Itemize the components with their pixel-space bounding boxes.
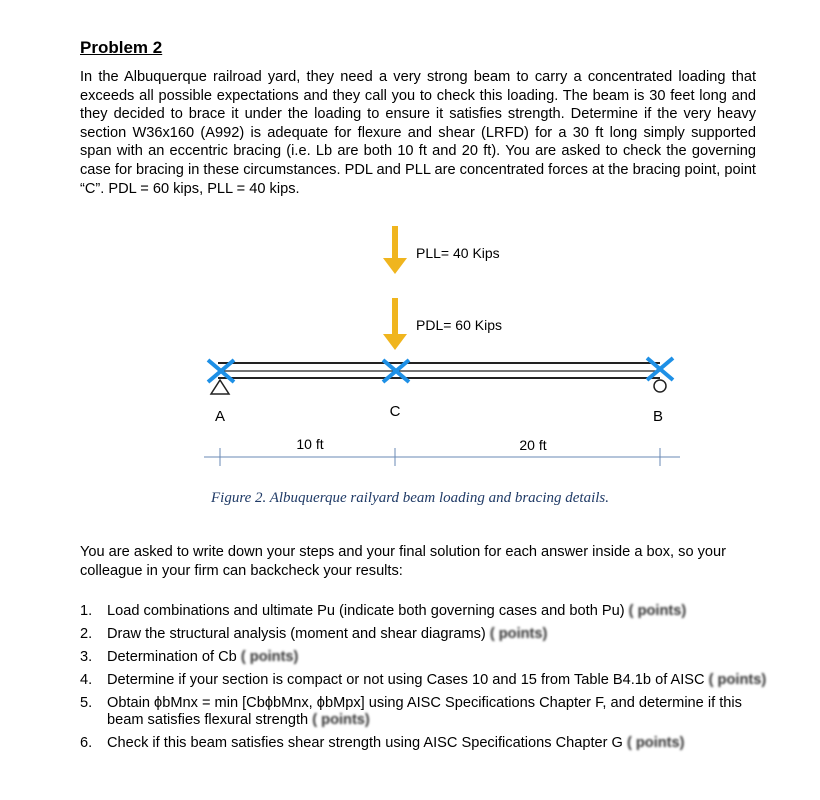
dimension-line xyxy=(204,448,680,466)
live-load-label: PLL= 40 Kips xyxy=(416,245,500,261)
task-points: ( points) xyxy=(240,649,299,665)
point-b-label: B xyxy=(652,408,664,425)
roller-support-icon xyxy=(654,380,666,392)
task-text: Check if this beam satisfies shear strength using AISC Specifications Chapter G xyxy=(107,735,623,751)
task-number: 2. xyxy=(80,626,93,642)
task-points: ( points) xyxy=(708,672,767,688)
intro-paragraph: In the Albuquerque railroad yard, they need a very strong beam to carry a concentrated loading that exceeds all possible expectations and they call you to check this loading. The beam is 30 feet long and they decided to brace it under the loading to ensure it satisfies strength. Determine if the very heavy section W36x160 (A992) is adequate for flexure and shear (LRFD) for a 30 ft long simply supported span with an eccentric bracing (i.e. Lb are both 10 ft and 20 ft). You are asked to check the governing case for bracing in these circumstances. PDL and PLL are concentrated forces at the bracing point, point “C”. PDL = 60 kips, PLL = 40 kips. xyxy=(80,69,756,197)
dead-load-label: PDL= 60 Kips xyxy=(416,317,502,333)
task-points: ( points) xyxy=(628,603,687,619)
point-a-label: A xyxy=(214,408,226,425)
task-text: Determine if your section is compact or not using Cases 10 and 15 from Table B4.1b of AISC xyxy=(107,672,705,688)
list-item xyxy=(80,672,770,689)
list-item xyxy=(80,626,770,643)
live-load-arrow xyxy=(383,226,407,274)
list-item xyxy=(80,695,770,729)
instructions-paragraph: You are asked to write down your steps and your final solution for each answer inside a box, so your colleague in your firm can backcheck your results: xyxy=(80,544,727,579)
task-list xyxy=(80,603,770,752)
list-item xyxy=(80,649,770,666)
dim-left-label: 10 ft xyxy=(296,436,324,452)
dim-right-label: 20 ft xyxy=(519,437,547,453)
pin-support-icon xyxy=(211,380,229,394)
point-c-label: C xyxy=(389,403,401,420)
task-number: 3. xyxy=(80,649,93,665)
problem-title: Problem 2 xyxy=(80,38,163,57)
task-text: Determination of Cb xyxy=(107,649,237,665)
beam xyxy=(218,363,660,378)
task-points: ( points) xyxy=(626,735,685,751)
list-item xyxy=(80,603,770,620)
task-text: Draw the structural analysis (moment and shear diagrams) xyxy=(107,626,486,642)
task-number: 6. xyxy=(80,735,93,751)
dead-load-arrow xyxy=(383,298,407,350)
beam-figure xyxy=(190,222,690,482)
task-text: Obtain ϕbMnx = min [CbϕbMnx, ϕbMpx] using AISC Specifications Chapter F, and determine if this beam satisfies flexural strength xyxy=(107,695,742,728)
task-number: 5. xyxy=(80,695,93,711)
task-points: ( points) xyxy=(489,626,548,642)
list-item xyxy=(80,735,770,752)
task-number: 1. xyxy=(80,603,93,619)
task-text: Load combinations and ultimate Pu (indicate both governing cases and both Pu) xyxy=(107,603,625,619)
figure-caption: Figure 2. Albuquerque railyard beam loading and bracing details. xyxy=(210,490,610,506)
brace-b-icon xyxy=(647,358,673,380)
task-points: ( points) xyxy=(312,712,370,728)
task-number: 4. xyxy=(80,672,93,688)
